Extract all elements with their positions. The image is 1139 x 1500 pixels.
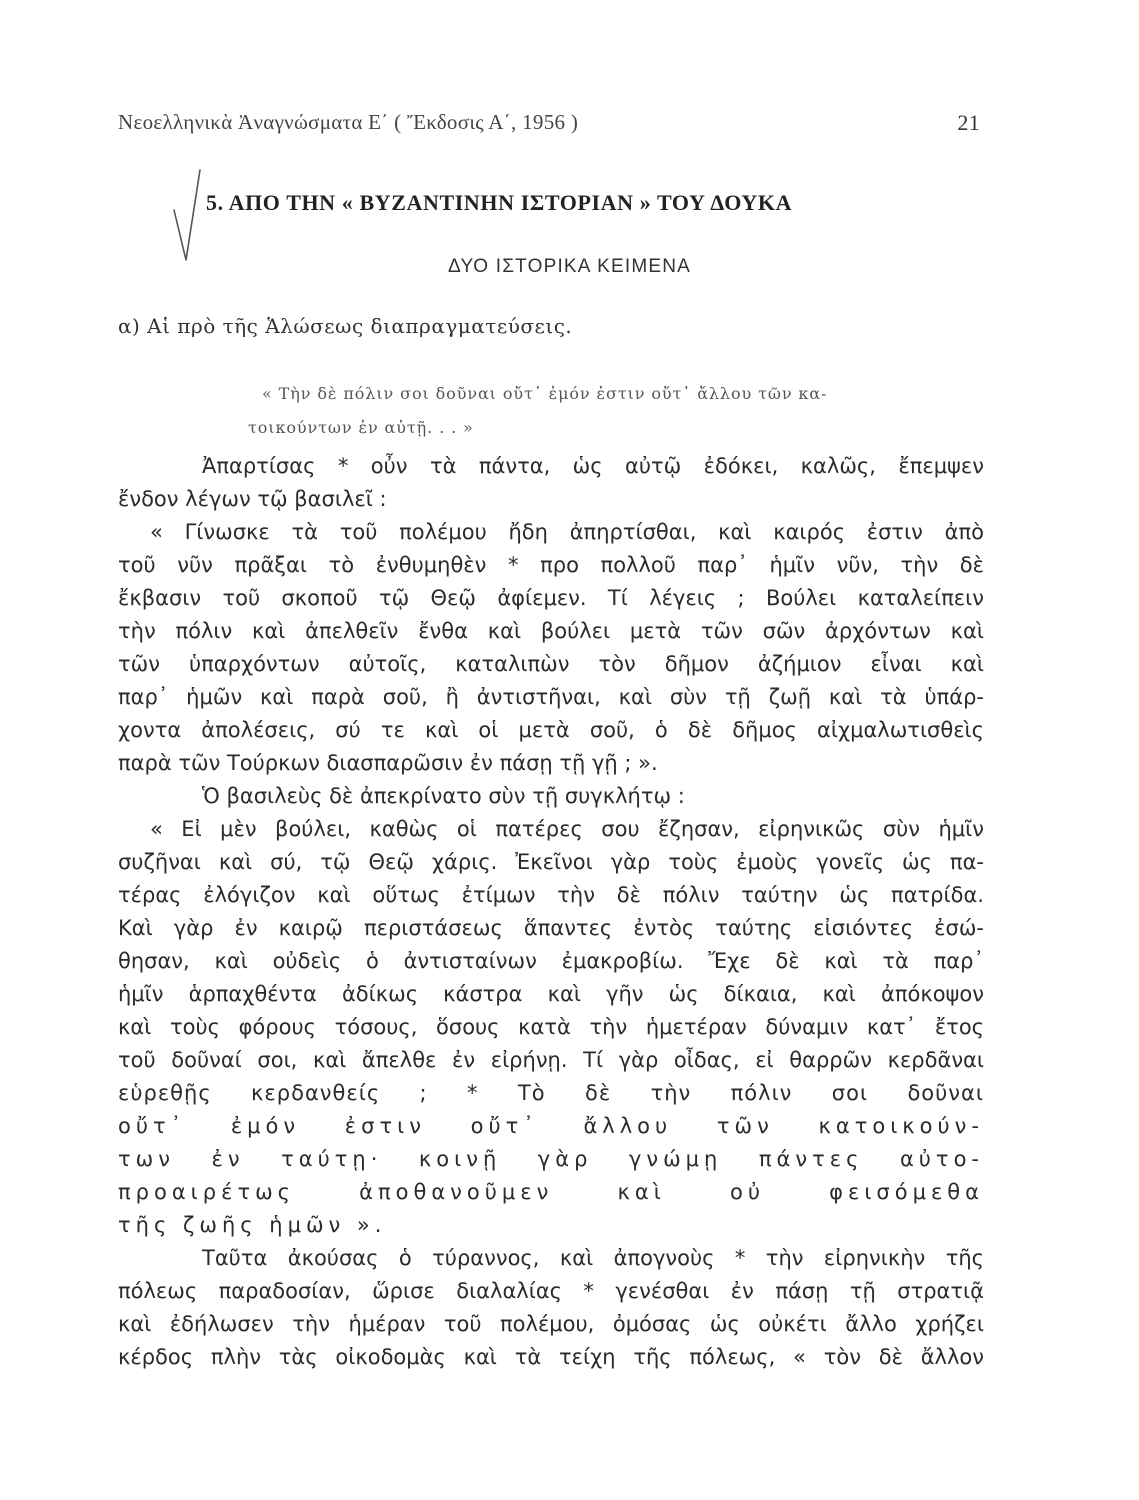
text-line: χοντα ἀπολέσεις, σύ τε καὶ οἱ μετὰ σοῦ, ὁ δὲ δῆμος αἰχμαλωτισθεὶς [118,718,984,742]
text-line: πόλεως παραδοσίαν, ὥρισε διαλαλίας * γενέσθαι ἐν πάσῃ τῇ στρατιᾷ [118,1279,984,1303]
text-line: τοῦ νῦν πρᾶξαι τὸ ἐνθυμηθὲν * προ πολλοῦ παρ᾽ ἡμῖν νῦν, τὴν δὲ [118,553,984,577]
text-line: εὑρεθῇς κερδανθείς ; * Τὸ δὲ τὴν πόλιν σοι δοῦναι [118,1081,984,1105]
text-line: οὔτ᾽ ἐμόν ἐστιν οὔτ᾽ ἄλλου τῶν κατοικούν- [118,1114,984,1138]
text-line: ἔκβασιν τοῦ σκοποῦ τῷ Θεῷ ἀφίεμεν. Τί λέγεις ; Βούλει καταλείπειν [118,586,984,610]
text-line: ἡμῖν ἁρπαχθέντα ἀδίκως κάστρα καὶ γῆν ὡς δίκαια, καὶ ἀπόκοψον [118,982,984,1006]
text-line: τῆς ζωῆς ἡμῶν ». [118,1213,387,1237]
running-header [118,110,980,135]
text-line: συζῆναι καὶ σύ, τῷ Θεῷ χάρις. Ἐκεῖνοι γὰρ τοὺς ἐμοὺς γονεῖς ὡς πα- [118,850,984,874]
chapter-subtitle: ΔΥΟ ΙΣΤΟΡΙΚΑ ΚΕΙΜΕΝΑ [447,256,692,277]
text-line: παρ᾽ ἡμῶν καὶ παρὰ σοῦ, ἢ ἀντιστῆναι, καὶ σὺν τῇ ζωῇ καὶ τὰ ὑπάρ- [118,685,984,709]
text-line: κέρδος πλὴν τὰς οἰκοδομὰς καὶ τὰ τείχη τῆς πόλεως, « τὸν δὲ ἄλλον [118,1345,984,1369]
text-line: Ἀπαρτίσας * οὖν τὰ πάντα, ὡς αὐτῷ ἐδόκει, καλῶς, ἔπεμψεν [202,454,984,478]
chapter-title: 5. ΑΠΟ ΤΗΝ « ΒΥΖΑΝΤΙΝΗΝ ΙΣΤΟΡΙΑΝ » ΤΟΥ ΔΟΥΚΑ [206,190,793,215]
text-line: Ταῦτα ἀκούσας ὁ τύραννος, καὶ ἀπογνοὺς * τὴν εἰρηνικὴν τῆς [202,1246,984,1270]
epigraph-quote [248,377,982,445]
page-number: 21 [957,110,980,135]
epigraph-line: « Τὴν δὲ πόλιν σοι δοῦναι οὔτ᾽ ἐμόν ἐστιν οὔτ᾽ ἄλλου τῶν κα- [262,384,828,403]
text-line: τὴν πόλιν καὶ ἀπελθεῖν ἔνθα καὶ βούλει μετὰ τῶν σῶν ἀρχόντων καὶ [118,619,984,643]
section-heading: α) Αἱ πρὸ τῆς Ἁλώσεως διαπραγματεύσεις. [118,314,573,338]
text-line: « Γίνωσκε τὰ τοῦ πολέμου ἤδη ἀπηρτίσθαι, καὶ καιρός ἐστιν ἀπὸ [150,520,984,544]
handwritten-check-mark [170,168,210,264]
running-title: Νεοελληνικὰ Ἀναγνώσματα Ε΄ ( Ἔκδοσις Α΄, 1956 ) [118,110,579,134]
text-line: τῶν ὑπαρχόντων αὐτοῖς, καταλιπὼν τὸν δῆμον ἀζήμιον εἶναι καὶ [118,652,984,676]
text-line: καὶ ἐδήλωσεν τὴν ἡμέραν τοῦ πολέμου, ὀμόσας ὡς οὐκέτι ἄλλο χρήζει [118,1312,984,1336]
text-line: καὶ τοὺς φόρους τόσους, ὅσους κατὰ τὴν ἡμετέραν δύναμιν κατ᾽ ἔτος [118,1015,984,1039]
text-line: προαιρέτως ἀποθανοῦμεν καὶ οὐ φεισόμεθα [118,1180,984,1204]
text-line: ἔνδον λέγων τῷ βασιλεῖ : [118,487,387,511]
text-line: « Εἰ μὲν βούλει, καθὼς οἱ πατέρες σου ἔζησαν, εἰρηνικῶς σὺν ἡμῖν [150,817,984,841]
epigraph-line: τοικούντων ἐν αὐτῇ. . . » [248,418,474,437]
text-line: τοῦ δοῦναί σοι, καὶ ἄπελθε ἐν εἰρήνῃ. Τί γὰρ οἶδας, εἰ θαρρῶν κερδᾶναι [118,1048,984,1072]
text-line: Ὁ βασιλεὺς δὲ ἀπεκρίνατο σὺν τῇ συγκλήτῳ : [202,784,685,808]
text-line: θησαν, καὶ οὐδεὶς ὁ ἀντισταίνων ἐμακροβίω. Ἔχε δὲ καὶ τὰ παρ᾽ [118,949,984,973]
text-line: παρὰ τῶν Τούρκων διασπαρῶσιν ἐν πάσῃ τῇ γῇ ; ». [118,751,658,775]
body-text [118,450,984,1374]
text-line: Καὶ γὰρ ἐν καιρῷ περιστάσεως ἅπαντες ἐντὸς ταύτης εἰσιόντες ἐσώ- [118,916,984,940]
text-line: των ἐν ταύτῃ· κοινῇ γὰρ γνώμῃ πάντες αὐτο- [118,1147,984,1171]
text-line: τέρας ἐλόγιζον καὶ οὕτως ἐτίμων τὴν δὲ πόλιν ταύτην ὡς πατρίδα. [118,883,984,907]
